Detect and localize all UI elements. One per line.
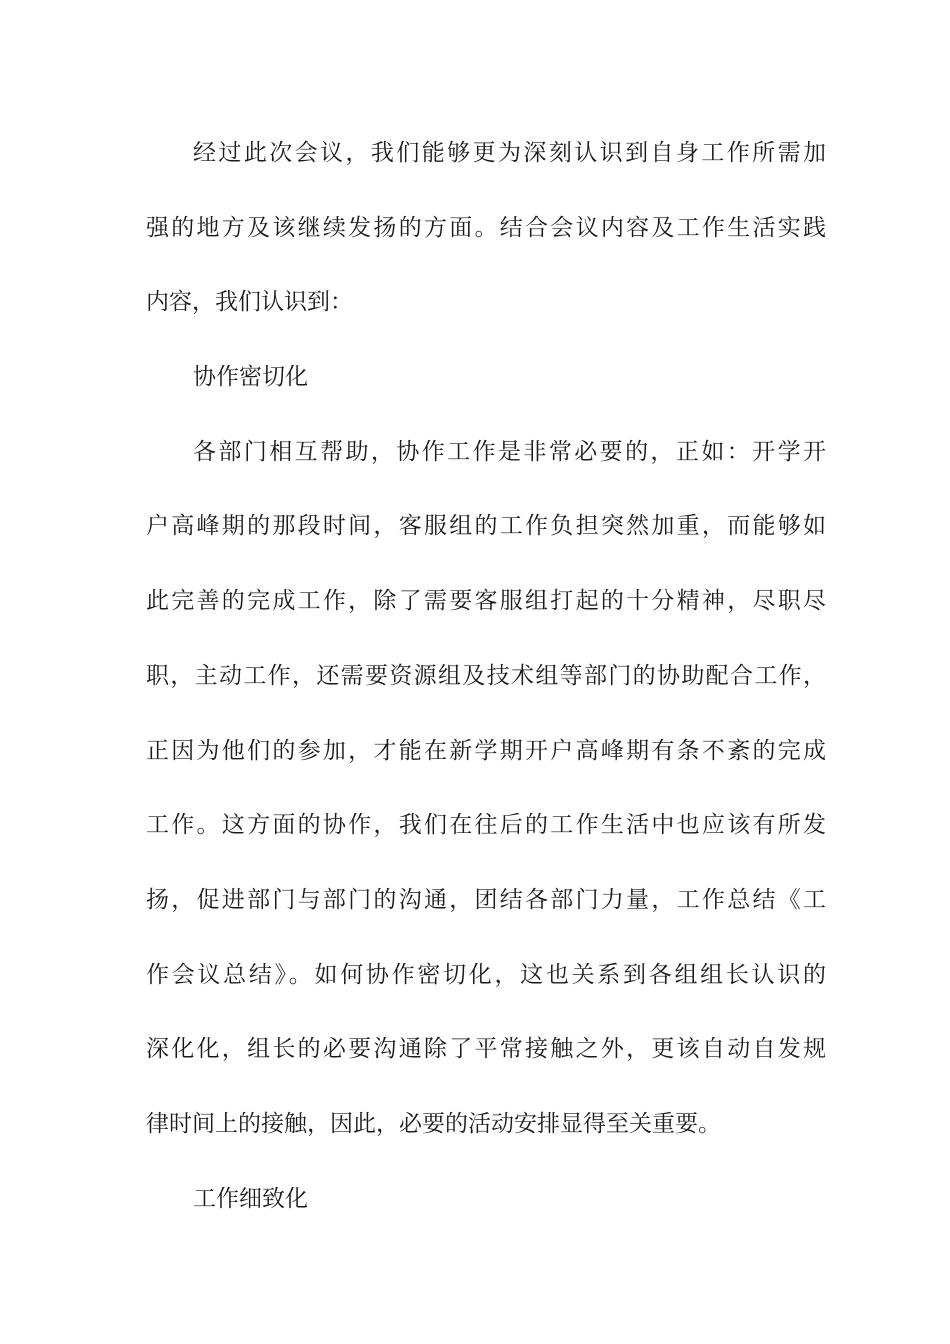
paragraph-line: 作会议总结》。如何协作密切化，这也关系到各组组长认识的 <box>146 961 826 988</box>
paragraph-line: 正因为他们的参加，才能在新学期开户高峰期有条不紊的完成 <box>146 737 826 764</box>
paragraph-line: 各部门相互帮助，协作工作是非常必要的，正如：开学开 <box>193 438 826 465</box>
paragraph-line: 深化化，组长的必要沟通除了平常接触之外，更该自动自发规 <box>146 1036 826 1063</box>
paragraph-line: 职，主动工作，还需要资源组及技术组等部门的协助配合工作， <box>146 662 826 689</box>
paragraph-line: 扬，促进部门与部门的沟通，团结各部门力量，工作总结《工 <box>146 886 826 913</box>
document-body <box>146 116 826 1236</box>
section-heading-work-detail: 工作细致化 <box>193 1185 308 1212</box>
paragraph-line: 律时间上的接触，因此，必要的活动安排显得至关重要。 <box>146 1110 721 1137</box>
paragraph-line: 经过此次会议，我们能够更为深刻认识到自身工作所需加 <box>193 140 826 166</box>
paragraph-collaboration <box>146 415 826 1162</box>
paragraph-meeting-intro <box>146 116 826 340</box>
paragraph-line: 户高峰期的那段时间，客服组的工作负担突然加重，而能够如 <box>146 513 826 540</box>
paragraph-line: 强的地方及该继续发扬的方面。结合会议内容及工作生活实践 <box>146 214 826 241</box>
paragraph-line: 内容，我们认识到： <box>146 289 353 316</box>
paragraph-line: 工作。这方面的协作，我们在往后的工作生活中也应该有所发 <box>146 812 826 839</box>
section-heading-collaboration: 协作密切化 <box>193 364 308 391</box>
paragraph-line: 此完善的完成工作，除了需要客服组打起的十分精神，尽职尽 <box>146 588 826 615</box>
